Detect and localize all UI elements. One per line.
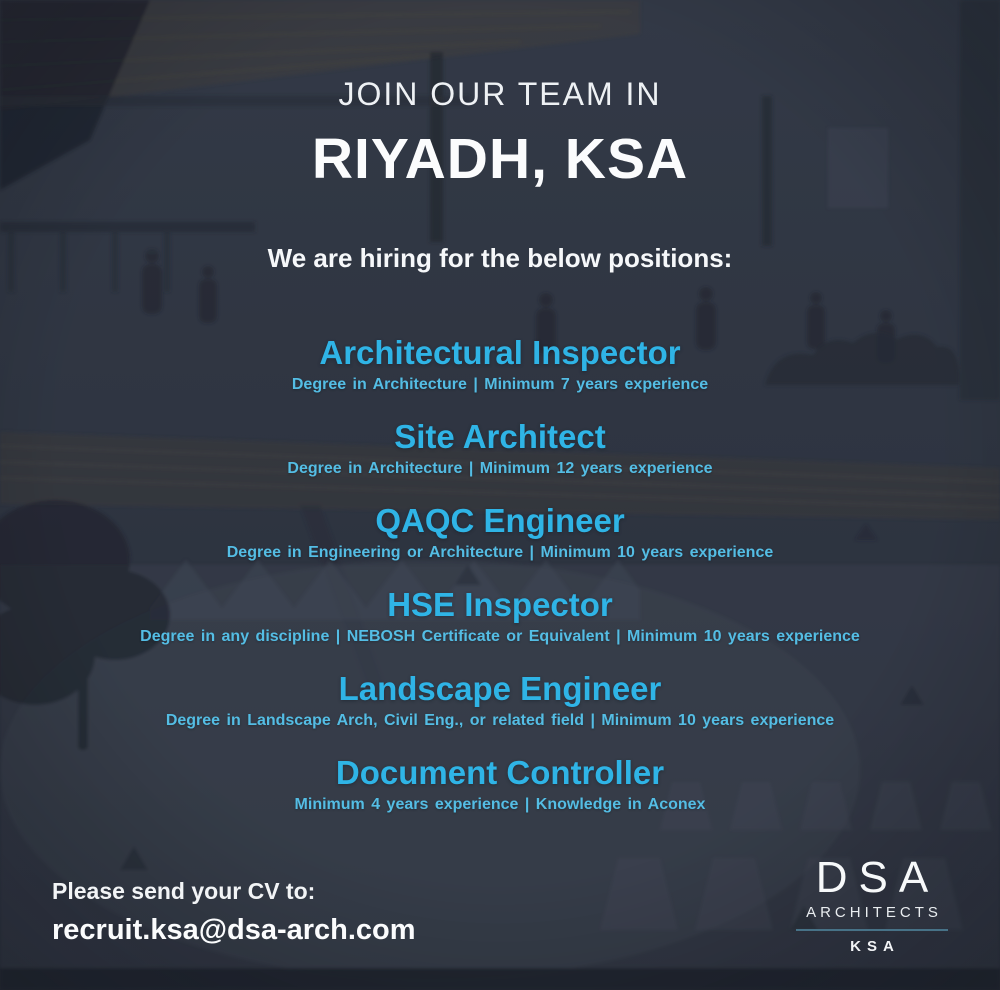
- job-requirements: Degree in Landscape Arch, Civil Eng., or related field | Minimum 10 years experience: [165, 712, 835, 729]
- jobs-list: [0, 336, 1000, 840]
- job-title: Landscape Engineer: [338, 670, 662, 707]
- logo-divider: [796, 929, 948, 931]
- job-requirements: Degree in any discipline | NEBOSH Certificate or Equivalent | Minimum 10 years experience: [140, 628, 860, 645]
- job-title: Document Controller: [335, 754, 665, 791]
- cta-label: Please send your CV to:: [52, 878, 316, 904]
- job-item: [0, 588, 1000, 645]
- job-item: [0, 504, 1000, 561]
- logo-region: KSA: [850, 938, 900, 955]
- logo-wordmark: DSA: [815, 853, 940, 902]
- job-requirements: Degree in Engineering or Architecture | Minimum 10 years experience: [226, 544, 774, 561]
- job-item: [0, 420, 1000, 477]
- job-requirements: Degree in Architecture | Minimum 7 years experience: [291, 376, 709, 393]
- logo-subtitle: ARCHITECTS: [806, 904, 942, 921]
- intro-line: We are hiring for the below positions:: [267, 243, 733, 273]
- city-title: RIYADH, KSA: [311, 127, 689, 191]
- job-requirements: Minimum 4 years experience | Knowledge in Aconex: [294, 796, 706, 813]
- job-requirements: Degree in Architecture | Minimum 12 years experience: [287, 460, 713, 477]
- job-title: QAQC Engineer: [375, 502, 625, 539]
- job-title: HSE Inspector: [387, 586, 613, 623]
- job-item: [0, 336, 1000, 393]
- eyebrow-title: JOIN OUR TEAM IN: [338, 76, 662, 112]
- dsa-logo: [792, 855, 952, 955]
- job-item: [0, 672, 1000, 729]
- job-title: Architectural Inspector: [319, 334, 681, 371]
- cta-block: [52, 878, 416, 947]
- job-title: Site Architect: [394, 418, 606, 455]
- cta-email: recruit.ksa@dsa-arch.com: [52, 914, 416, 946]
- job-item: [0, 756, 1000, 813]
